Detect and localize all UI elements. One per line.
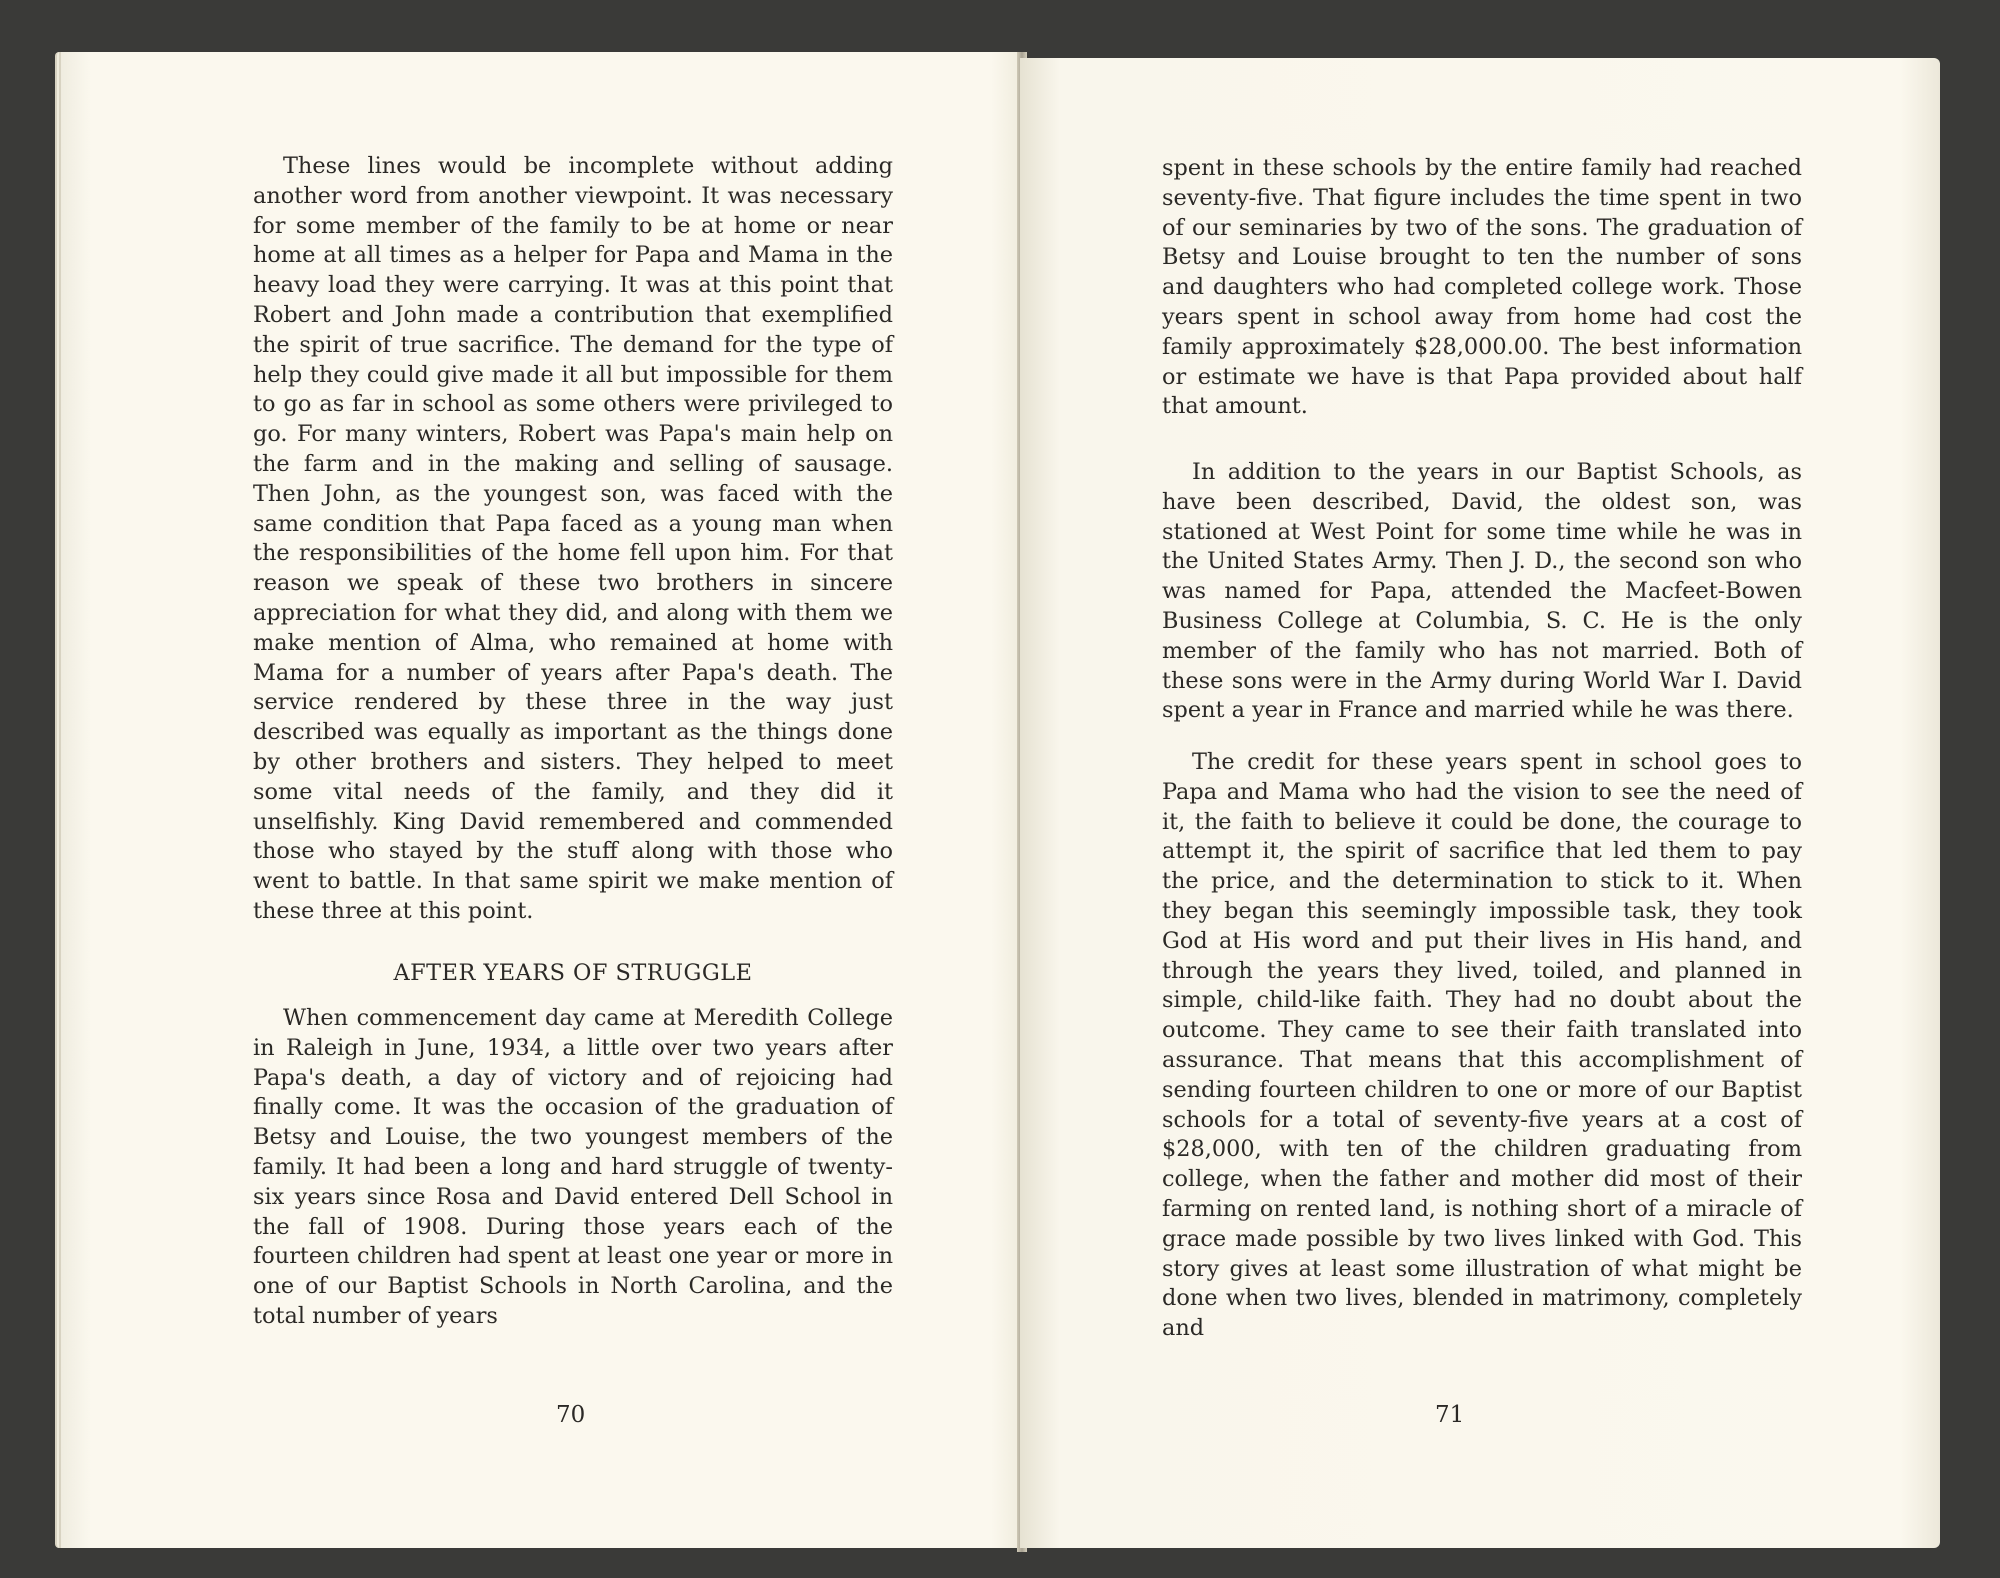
right-page-paragraph-1 xyxy=(1162,154,1802,422)
left-page-paragraph-2 xyxy=(253,1004,893,1332)
left-page-paragraph-1 xyxy=(253,152,893,927)
paragraph-text: In addition to the years in our Baptist Schools, as have been described, David, the oldest son, was stationed at West Point for some time while he was in the United States Army. Then J. D., the second son who was named for Papa, attended the Macfeet-Bowen Business College at Columbia, S. C. He is the only member of the family who has not married. Both of these sons were in the Army during World War I. David spent a year in France and married while he was there. xyxy=(1162,459,1802,724)
paragraph-text: The credit for these years spent in school goes to Papa and Mama who had the vision to see the need of it, the faith to believe it could be done, the courage to attempt it, the spirit of sacrifice that led them to pay the price, and the determination to stick to it. When they began this seemingly impossible task, they took God at His word and put their lives in His hand, and through the years they lived, toiled, and planned in simple, child-like faith. They had no doubt about the outcome. They came to see their faith translated into assurance. That means that this accomplishment of sending fourteen children to one or more of our Baptist schools for a total of seventy-five years at a cost of $28,000, with ten of the children graduating from college, when the father and mother did most of their farming on rented land, is nothing short of a miracle of grace made possible by two lives linked with God. This story gives at least some illustration of what might be done when two lives, blended in matrimony, completely and xyxy=(1162,749,1802,1342)
right-page-paragraph-2 xyxy=(1162,458,1802,726)
page-number-left: 70 xyxy=(556,1402,586,1428)
left-page xyxy=(55,52,1025,1548)
right-page xyxy=(1020,58,1940,1548)
section-heading: AFTER YEARS OF STRUGGLE xyxy=(393,960,753,986)
book-spread xyxy=(55,52,1945,1552)
paragraph-text: spent in these schools by the entire family had reached seventy-five. That figure includes the time spent in two of our seminaries by two of the sons. The graduation of Betsy and Louise brought to ten the number of sons and daughters who had completed college work. Those years spent in school away from home had cost the family approximately $28,000.00. The best information or estimate we have is that Papa provided about half that amount. xyxy=(1162,155,1802,420)
paragraph-text: These lines would be incomplete without adding another word from another viewpoint. It was necessary for some member of the family to be at home or near home at all times as a helper for Papa and Mama in the heavy load they were carrying. It was at this point that Robert and John made a contribution that exemplified the spirit of true sacrifice. The demand for the type of help they could give made it all but impossible for them to go as far in school as some others were privileged to go. For many winters, Robert was Papa's main help on the farm and in the making and selling of sausage. Then John, as the youngest son, was faced with the same condition that Papa faced as a young man when the responsibilities of the home fell upon him. For that reason we speak of these two brothers in sincere appreciation for what they did, and along with them we make mention of Alma, who remained at home with Mama for a number of years after Papa's death. The service rendered by these three in the way just described was equally as important as the things done by other brothers and sisters. They helped to meet some vital needs of the family, and they did it unselfishly. King David remembered and commended those who stayed by the stuff along with those who went to battle. In that same spirit we make mention of these three at this point. xyxy=(253,153,893,924)
paragraph-text: When commencement day came at Meredith College in Raleigh in June, 1934, a little over two years after Papa's death, a day of victory and of rejoicing had finally come. It was the occasion of the graduation of Betsy and Louise, the two youngest members of the family. It had been a long and hard struggle of twenty-six years since Rosa and David entered Dell School in the fall of 1908. During those years each of the fourteen children had spent at least one year or more in one of our Baptist Schools in North Carolina, and the total number of years xyxy=(253,1005,893,1329)
page-number-right: 71 xyxy=(1435,1402,1465,1428)
right-page-paragraph-3 xyxy=(1162,748,1802,1344)
